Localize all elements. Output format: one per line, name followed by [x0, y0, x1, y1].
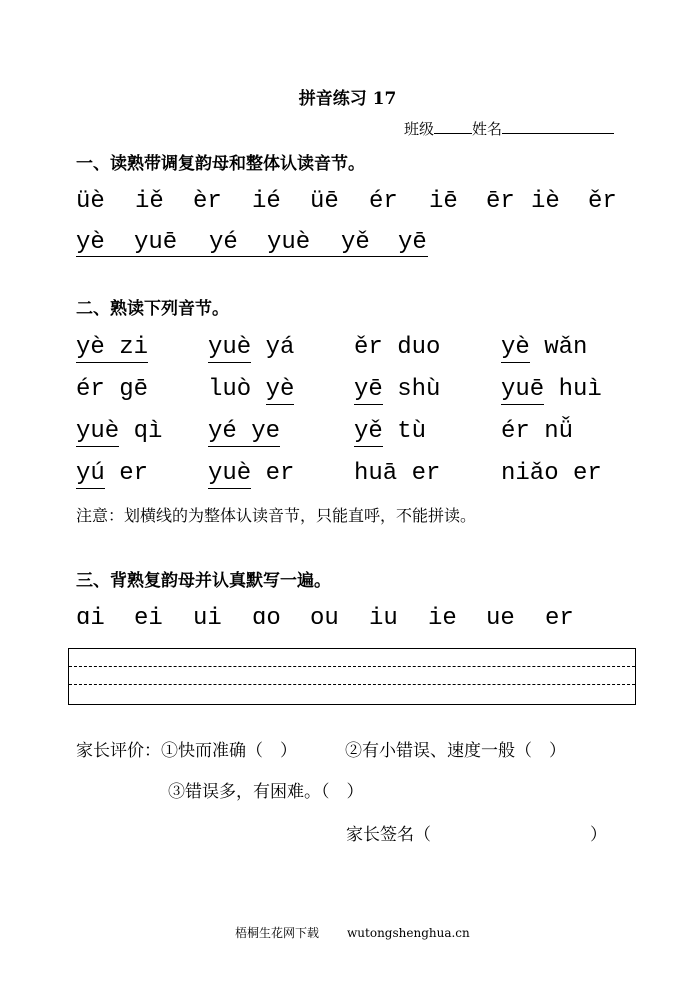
syllable: yuē	[134, 229, 178, 256]
word: ěr duo	[354, 334, 441, 361]
word-underlined: yuè	[76, 418, 120, 445]
syllable: yē	[398, 229, 427, 256]
final: ei	[134, 605, 163, 632]
note-text: 注意：划横线的为整体认读音节，只能直呼，不能拼读。	[76, 506, 477, 525]
evaluation-label: 家长评价：	[76, 741, 161, 761]
word-underlined: yē	[354, 376, 383, 403]
word: niǎo er	[501, 460, 602, 487]
syllable: yě	[341, 229, 370, 256]
guide-line-lower	[69, 684, 635, 685]
syllable: iè	[531, 188, 560, 215]
word: shù	[397, 376, 441, 403]
name-blank[interactable]	[502, 119, 614, 134]
syllable: yuè	[267, 229, 311, 256]
word-underlined: yé ye	[208, 418, 281, 445]
syllable: üè	[76, 188, 105, 215]
word-underlined: yú	[76, 460, 105, 487]
final: er	[545, 605, 574, 632]
word-underlined: yè	[501, 334, 530, 361]
row2-underline	[76, 256, 428, 257]
syllable: ié	[252, 188, 281, 215]
word-underlined: yuè	[208, 460, 252, 487]
word: wǎn	[544, 334, 588, 361]
name-label: 姓名	[472, 120, 503, 138]
final: ɑo	[252, 605, 281, 632]
section1-heading: 一、读熟带调复韵母和整体认读音节。	[76, 154, 365, 174]
word-underlined: yè	[265, 376, 295, 403]
final: ɑi	[76, 605, 105, 632]
final: ou	[310, 605, 339, 632]
final: ui	[193, 605, 222, 632]
word-underlined: yuē	[501, 376, 545, 403]
word: luò	[208, 376, 252, 403]
section2-heading: 二、熟读下列音节。	[76, 299, 229, 319]
syllable: ěr	[588, 188, 617, 215]
footer-site-url: wutongshenghua.cn	[347, 926, 470, 940]
signature-close: ）	[590, 825, 607, 845]
syllable: üē	[310, 188, 339, 215]
eval-option-2[interactable]: ②有小错误、速度一般（ ）	[345, 741, 566, 761]
word-underlined: yè zi	[76, 334, 149, 361]
section3-heading: 三、背熟复韵母并认真默写一遍。	[76, 571, 331, 591]
word: er	[265, 460, 295, 487]
class-blank[interactable]	[434, 119, 472, 134]
word: yá	[265, 334, 295, 361]
eval-option-1[interactable]: ①快而准确（ ）	[161, 741, 297, 761]
evaluation-line1	[76, 736, 297, 761]
word: er	[119, 460, 149, 487]
final: iu	[369, 605, 398, 632]
class-name-fields	[404, 118, 614, 139]
eval-option-3[interactable]: ③错误多，有困难。（ ）	[168, 782, 364, 802]
page-title: 拼音练习 17	[298, 89, 397, 109]
word: huì	[558, 376, 602, 403]
signature-label: 家长签名（	[346, 825, 431, 845]
guide-line-upper	[69, 666, 635, 667]
syllable: ēr	[486, 188, 515, 215]
word: ér gē	[76, 376, 149, 403]
word-underlined: yuè	[208, 334, 252, 361]
word-underlined: yě	[354, 418, 383, 445]
footer	[235, 924, 470, 941]
syllable: yè	[76, 229, 105, 256]
word: tù	[397, 418, 427, 445]
final: ue	[486, 605, 515, 632]
final: ie	[428, 605, 457, 632]
syllable: iě	[135, 188, 164, 215]
footer-site-name: 梧桐生花网下载	[235, 926, 320, 940]
word: ér nǚ	[501, 418, 574, 445]
word: qì	[133, 418, 163, 445]
class-label: 班级	[404, 120, 435, 138]
syllable: iē	[429, 188, 458, 215]
word: huā er	[354, 460, 441, 487]
writing-box[interactable]	[68, 648, 636, 705]
syllable: ér	[369, 188, 398, 215]
signature-field[interactable]	[438, 820, 586, 840]
syllable: èr	[193, 188, 222, 215]
syllable: yé	[209, 229, 238, 256]
